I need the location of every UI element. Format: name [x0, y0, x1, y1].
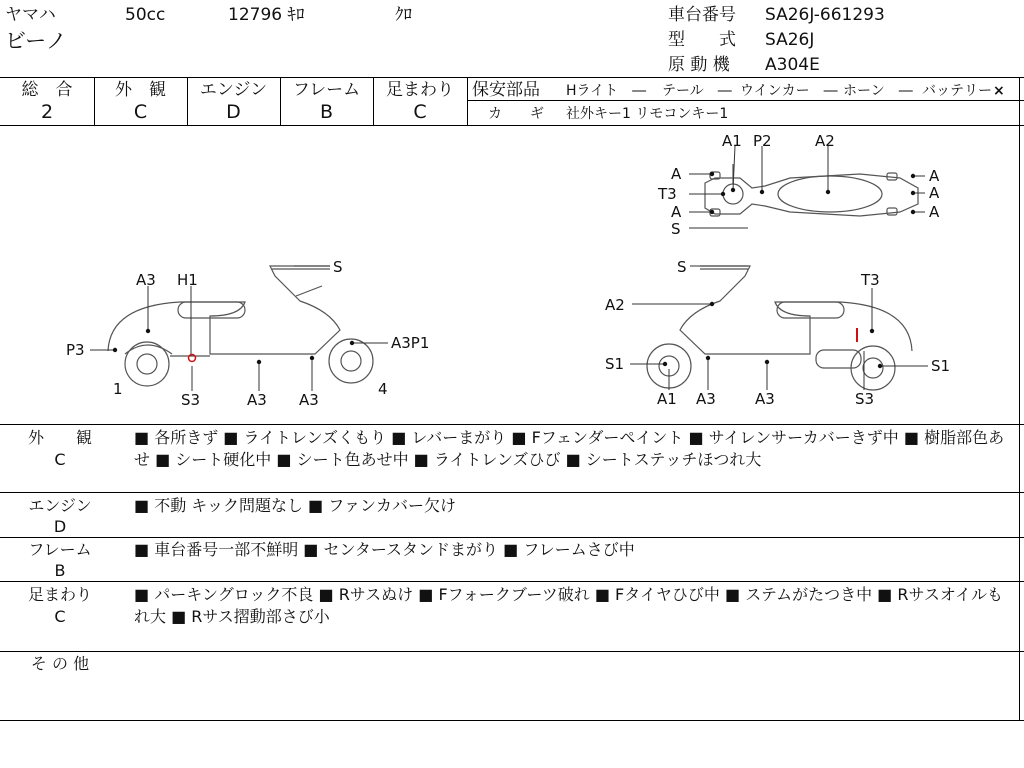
engine-grade-label: エンジン — [199, 80, 268, 100]
engine-notes: ■ 不動 キック問題なし ■ ファンカバー欠け — [134, 496, 456, 515]
suspension-grade-label: 足まわり — [386, 80, 454, 100]
exterior-notes: ■ 各所きず ■ ライトレンズくもり ■ レバーまがり ■ Fフェンダーペイント ■ サイレンサーカバーきず中 ■ 樹脂部色あせ ■ シート硬化中 ■ シート色あせ中 ■ ライトレンズひび ■ シートステッチほつれ大 — [134, 428, 1005, 469]
diagram-label: S3 — [855, 390, 875, 408]
model-name: ビーノ — [5, 29, 67, 53]
displacement: 50cc — [125, 5, 166, 25]
safety-taillight: テール ― — [662, 83, 732, 99]
suspension-grade: C — [413, 101, 427, 123]
mileage: 12796 ｷﾛ — [228, 5, 305, 25]
suspension-notes: ■ パーキングロック不良 ■ Rサスぬけ ■ Fフォークブーツ破れ ■ Fタイヤひび中 ■ ステムがたつき中 ■ Rサスオイルもれ大 ■ Rサス摺動部さび小 — [134, 585, 1004, 626]
key-label: カ ギ — [488, 106, 544, 122]
diagram-label: A2 — [605, 296, 625, 314]
overall-grade: 2 — [40, 101, 54, 123]
frame-section-label: フレーム — [28, 540, 92, 559]
diagram-label: A2 — [815, 132, 835, 150]
suspension-section-grade: C — [54, 607, 66, 626]
diagram-label: A — [929, 184, 940, 202]
battery-cross-icon: × — [993, 83, 1005, 99]
safety-headlight: Hライト ― — [566, 83, 647, 99]
safety-winker: ウインカー ― — [740, 83, 838, 99]
safety-horn: ホーン ― — [843, 83, 913, 99]
engine-section-label: エンジン — [28, 496, 92, 515]
engine-section-grade: D — [53, 517, 67, 536]
scooter-top-view — [705, 164, 918, 216]
damage-diagram — [0, 126, 1019, 424]
diagram-label: T3 — [658, 185, 677, 203]
diagram-label: S — [677, 258, 687, 276]
diagram-label: 4 — [378, 380, 388, 398]
model-label: 型 式 — [668, 30, 736, 50]
frame-notes: ■ 車台番号一部不鮮明 ■ センタースタンドまがり ■ フレームさび中 — [134, 540, 635, 559]
diagram-label: A — [929, 203, 940, 221]
other-section-label: そ の 他 — [30, 654, 90, 673]
engine-label: 原 動 機 — [668, 55, 730, 75]
frame-no: SA26J-661293 — [765, 5, 885, 25]
diagram-label: S — [671, 220, 681, 238]
divider — [467, 77, 468, 125]
diagram-label: A — [671, 203, 682, 221]
divider — [0, 492, 1024, 493]
divider — [0, 424, 1024, 425]
diagram-label: A3 — [247, 391, 267, 409]
diagram-label: P3 — [66, 341, 85, 359]
diagram-label: A1 — [657, 390, 677, 408]
frame-section-grade: B — [54, 561, 66, 580]
divider — [1019, 77, 1020, 720]
divider — [0, 720, 1024, 721]
maker: ヤマハ — [5, 5, 56, 25]
exterior-grade: C — [133, 101, 148, 123]
safety-label: 保安部品 — [472, 80, 540, 100]
diagram-label: S3 — [181, 391, 201, 409]
diagram-label: A — [929, 167, 940, 185]
exterior-section-grade: C — [54, 450, 66, 469]
diagram-label: A3 — [755, 390, 775, 408]
diagram-label: S — [333, 258, 343, 276]
divider — [0, 537, 1024, 538]
divider — [0, 581, 1024, 582]
engine-code: A304E — [765, 55, 820, 75]
diagram-label: 1 — [113, 380, 123, 398]
diagram-label: A3 — [136, 271, 156, 289]
color: ｸﾛ — [395, 5, 412, 25]
diagram-label: A1 — [722, 132, 742, 150]
diagram-label: S1 — [931, 357, 951, 375]
engine-grade: D — [226, 101, 241, 123]
diagram-label: S1 — [605, 355, 625, 373]
suspension-section-label: 足まわり — [27, 585, 92, 604]
diagram-label: A3 — [299, 391, 319, 409]
frame-no-label: 車台番号 — [668, 5, 736, 25]
exterior-label: 外 観 — [115, 80, 166, 100]
key-value: 社外キー1 リモコンキー1 — [566, 106, 729, 122]
overall-label: 総 合 — [21, 80, 73, 100]
model-code: SA26J — [765, 30, 815, 50]
frame-grade-label: フレーム — [292, 80, 361, 100]
exterior-section-label: 外 観 — [27, 428, 92, 447]
diagram-label: H1 — [177, 271, 198, 289]
diagram-label: A — [671, 165, 682, 183]
diagram-label: P2 — [753, 132, 772, 150]
diagram-label: A3P1 — [391, 334, 430, 352]
divider — [0, 651, 1024, 652]
frame-grade: B — [319, 101, 334, 123]
safety-battery: バッテリー — [922, 83, 992, 99]
diagram-label: T3 — [861, 271, 880, 289]
diagram-label: A3 — [696, 390, 716, 408]
divider — [0, 77, 1024, 78]
